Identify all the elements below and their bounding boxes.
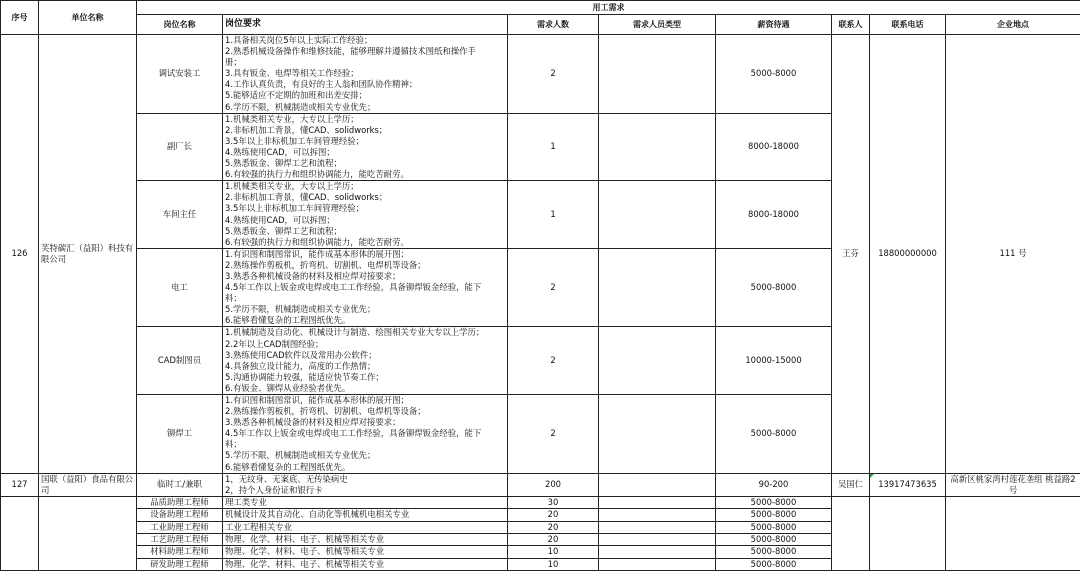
count-cell: 20	[508, 521, 599, 533]
position-name: 工艺助理工程师	[137, 534, 223, 546]
requirement-line: 料；	[225, 293, 505, 304]
requirement-line: 1，无纹身、无案底、无传染病史	[225, 474, 505, 485]
requirement-line: 2.熟练操作剪板机，折弯机、切割机、电焊机等设备；	[225, 260, 505, 271]
requirement-line: 1.机械制造及自动化、机械设计与制造、绘图相关专业大专以上学历；	[225, 327, 505, 338]
contact-cell: 王芬	[832, 35, 870, 474]
count-cell: 2	[508, 395, 599, 474]
requirement-line: 5.熟悉钣金、铆焊工艺和流程；	[225, 226, 505, 237]
type-cell	[599, 473, 716, 496]
type-cell	[599, 509, 716, 521]
salary-cell: 5000-8000	[716, 496, 832, 508]
position-name: 材料助理工程师	[137, 546, 223, 558]
count-cell: 10	[508, 546, 599, 558]
address-cell: 高新区桃家湾村莲花垄组 桃益路2号	[946, 473, 1080, 496]
type-cell	[599, 521, 716, 533]
requirement-line: 1.具备相关岗位5年以上实际工作经验；	[225, 35, 505, 46]
requirement-line: 1.有识图和制图常识，能作成基本形体的展开图；	[225, 249, 505, 260]
requirements-cell	[223, 395, 508, 474]
requirement-line: 2，持个人身份证和银行卡	[225, 485, 505, 496]
salary-cell: 5000-8000	[716, 35, 832, 114]
requirement-line: 6.能够看懂复杂的工程图纸优先。	[225, 462, 505, 473]
salary-cell: 5000-8000	[716, 248, 832, 327]
phone-cell	[870, 496, 946, 570]
contact-cell	[832, 496, 870, 570]
header-salary: 薪资待遇	[716, 15, 832, 35]
count-cell: 200	[508, 473, 599, 496]
salary-cell: 10000-15000	[716, 327, 832, 395]
requirement-line: 4.具备独立设计能力，高度的工作热情；	[225, 361, 505, 372]
position-name: 工业助理工程师	[137, 521, 223, 533]
seq-cell: 126	[1, 35, 39, 474]
requirement-line: 5.沟通协调能力较强，能适应快节奏工作；	[225, 372, 505, 383]
position-name: 品质助理工程师	[137, 496, 223, 508]
type-cell	[599, 113, 716, 181]
salary-cell: 5000-8000	[716, 534, 832, 546]
requirement-line: 5.熟悉钣金、铆焊工艺和流程；	[225, 158, 505, 169]
position-name: CAD制图员	[137, 327, 223, 395]
type-cell	[599, 248, 716, 327]
requirement-line: 4.工作认真负责，有良好的主人翁和团队协作精神；	[225, 79, 505, 90]
type-cell	[599, 558, 716, 570]
requirement-line: 3.熟悉各种机械设备的材料及相应焊对接要求；	[225, 271, 505, 282]
type-cell	[599, 35, 716, 114]
requirements-cell	[223, 248, 508, 327]
position-name: 调试安装工	[137, 35, 223, 114]
requirement-line: 1.机械类相关专业，大专以上学历；	[225, 114, 505, 125]
count-cell: 30	[508, 496, 599, 508]
header-phone: 联系电话	[870, 15, 946, 35]
count-cell: 10	[508, 558, 599, 570]
salary-cell: 5000-8000	[716, 546, 832, 558]
requirement-line: 2.非标机加工背景，懂CAD、solidworks；	[225, 125, 505, 136]
count-cell: 1	[508, 113, 599, 181]
count-cell: 20	[508, 534, 599, 546]
position-name: 临时工/兼职	[137, 473, 223, 496]
requirement-line: 6.学历不限，机械制造或相关专业优先；	[225, 102, 505, 113]
requirement-line: 1.有识图和制图常识，能作成基本形体的展开图；	[225, 395, 505, 406]
salary-cell: 90-200	[716, 473, 832, 496]
requirement-line: 6.有钣金、铆焊从业经验者优先。	[225, 383, 505, 394]
position-name: 车间主任	[137, 181, 223, 249]
type-cell	[599, 496, 716, 508]
requirement-line: 3.熟练使用CAD软件以及常用办公软件；	[225, 350, 505, 361]
count-cell: 2	[508, 327, 599, 395]
requirement-line: 4.熟练使用CAD，可以拆图；	[225, 215, 505, 226]
salary-cell: 5000-8000	[716, 509, 832, 521]
company-name: 芙特碳汇（益阳）科技有限公司	[39, 35, 137, 474]
requirements-cell: 理工类专业	[223, 496, 508, 508]
requirement-line: 4.5年工作以上钣金或电焊或电工工作经验，具备铆焊钣金经验，能下	[225, 282, 505, 293]
requirement-line: 2.非标机加工背景，懂CAD、solidworks；	[225, 192, 505, 203]
requirements-cell: 工业工程相关专业	[223, 521, 508, 533]
count-cell: 2	[508, 35, 599, 114]
salary-cell: 8000-18000	[716, 113, 832, 181]
requirements-cell	[223, 327, 508, 395]
type-cell	[599, 181, 716, 249]
position-name: 研发助理工程师	[137, 558, 223, 570]
header-position: 岗位名称	[137, 15, 223, 35]
requirement-line: 5.能够适应不定期的加班和出差安排；	[225, 90, 505, 101]
requirement-line: 6.有较强的执行力和组织协调能力，能吃苦耐劳。	[225, 237, 505, 248]
type-cell	[599, 534, 716, 546]
phone-cell: 18800000000	[870, 35, 946, 474]
position-name: 铆焊工	[137, 395, 223, 474]
requirement-line: 4.熟练使用CAD，可以拆图；	[225, 147, 505, 158]
requirement-line: 5.学历不限，机械制造或相关专业优先；	[225, 304, 505, 315]
salary-cell: 5000-8000	[716, 558, 832, 570]
address-cell	[946, 496, 1080, 570]
company-name: 国联（益阳）食品有限公司	[39, 473, 137, 496]
requirement-line: 3.5年以上非标机加工车间管理经验；	[225, 136, 505, 147]
requirement-line: 3.具有钣金、电焊等相关工作经验；	[225, 68, 505, 79]
job-row	[1, 496, 1080, 508]
count-cell: 20	[508, 509, 599, 521]
requirement-line: 6.能够看懂复杂的工程图纸优先。	[225, 315, 505, 326]
requirement-line: 2.熟练操作剪板机，折弯机、切割机、电焊机等设备；	[225, 406, 505, 417]
requirement-line: 2.2年以上CAD制图经验；	[225, 339, 505, 350]
requirements-cell: 机械设计及其自动化、自动化等机械机电相关专业	[223, 509, 508, 521]
header-requirements: 岗位要求	[223, 15, 508, 35]
phone-cell: 13917473635	[870, 473, 946, 496]
type-cell	[599, 546, 716, 558]
requirement-line: 5.学历不限，机械制造或相关专业优先；	[225, 450, 505, 461]
requirements-cell: 物理、化学、材料、电子、机械等相关专业	[223, 546, 508, 558]
count-cell: 1	[508, 181, 599, 249]
position-name: 设备助理工程师	[137, 509, 223, 521]
salary-cell: 5000-8000	[716, 521, 832, 533]
requirements-cell	[223, 473, 508, 496]
header-seq: 序号	[1, 1, 39, 35]
requirement-line: 3.熟悉各种机械设备的材料及相应焊对接要求；	[225, 417, 505, 428]
position-name: 副厂长	[137, 113, 223, 181]
header-company: 单位名称	[39, 1, 137, 35]
header-contact: 联系人	[832, 15, 870, 35]
type-cell	[599, 327, 716, 395]
requirements-cell: 物理、化学、材料、电子、机械等相关专业	[223, 534, 508, 546]
requirements-cell	[223, 113, 508, 181]
count-cell: 2	[508, 248, 599, 327]
header-type: 需求人员类型	[599, 15, 716, 35]
address-cell: 111 号	[946, 35, 1080, 474]
requirement-line: 3.5年以上非标机加工车间管理经验；	[225, 203, 505, 214]
requirement-line: 料；	[225, 439, 505, 450]
requirement-line: 1.机械类相关专业，大专以上学历；	[225, 181, 505, 192]
requirement-line: 4.5年工作以上钣金或电焊或电工工作经验，具备铆焊钣金经验，能下	[225, 428, 505, 439]
requirement-line: 6.有较强的执行力和组织协调能力，能吃苦耐劳。	[225, 169, 505, 180]
requirement-line: 册；	[225, 57, 505, 68]
header-group: 用工需求	[137, 1, 1080, 15]
job-row	[1, 35, 1080, 114]
requirements-cell	[223, 181, 508, 249]
requirements-cell: 物理、化学、材料、电子、机械等相关专业	[223, 558, 508, 570]
job-row	[1, 473, 1080, 496]
position-name: 电工	[137, 248, 223, 327]
type-cell	[599, 395, 716, 474]
seq-cell	[1, 496, 39, 570]
requirements-cell	[223, 35, 508, 114]
salary-cell: 8000-18000	[716, 181, 832, 249]
header-count: 需求人数	[508, 15, 599, 35]
contact-cell: 吴国仁	[832, 473, 870, 496]
company-name	[39, 496, 137, 570]
seq-cell: 127	[1, 473, 39, 496]
salary-cell: 5000-8000	[716, 395, 832, 474]
header-address: 企业地点	[946, 15, 1080, 35]
requirement-line: 2.熟悉机械设备操作和维修技能，能够理解并遵循技术图纸和操作手	[225, 46, 505, 57]
header-row-2	[1, 15, 1080, 35]
header-row-1	[1, 1, 1080, 15]
